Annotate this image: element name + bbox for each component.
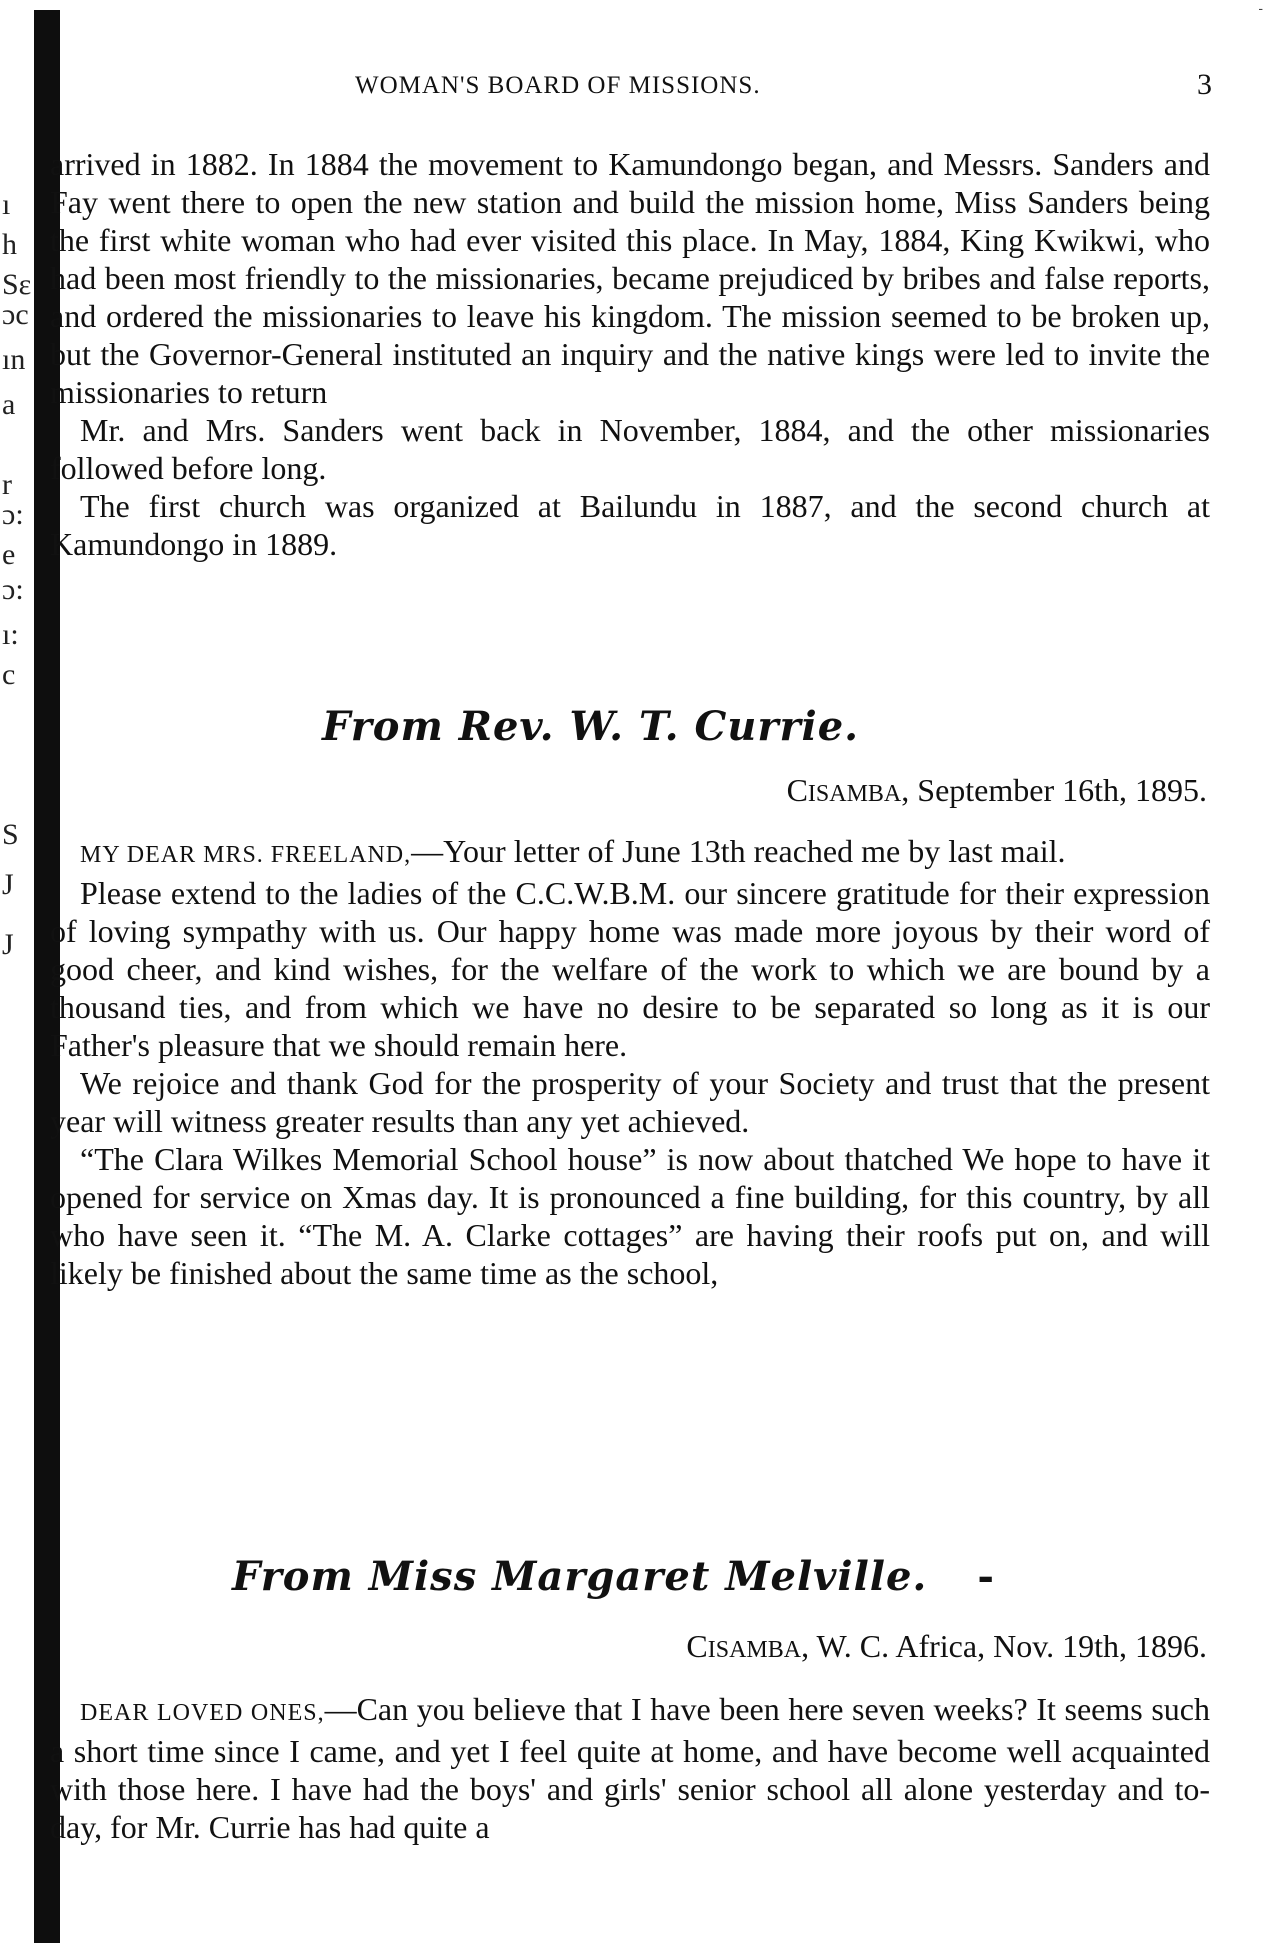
paragraph-text: —Can you believe that I have been here seven weeks? It seems such a short time since I came, and yet I feel quite at home, and have become well acquainted with those here. I have had the boys' and girls' senior school all alone yesterday and to-day, for Mr. Currie has had quite a [50, 1691, 1210, 1845]
paragraph: Please extend to the ladies of the C.C.W.B.M. our sincere gratitude for their expression of loving sympathy with us. Our happy home was made more joyous by their word of good cheer, and kind wishes, for the welfare of the work to which we are bound by a thousand ties, and from which we have no desire to be separated so long as it is our Father's pleasure that we should remain here. [50, 875, 1210, 1063]
letter-heading-currie: From Rev. W. T. Currie. [322, 703, 860, 750]
salutation: DEAR LOVED ONES, [80, 1700, 325, 1726]
corner-mark: - [1258, 0, 1263, 16]
gutter-fragment: r [2, 468, 12, 501]
page-number: 3 [1197, 68, 1212, 101]
gutter-fragment: ın [2, 343, 26, 376]
place-rest: ISAMBA [807, 781, 902, 807]
paragraph: arrived in 1882. In 1884 the movement to Kamundongo began, and Messrs. Sanders and Fay went there to open the new station and build the mission home, Miss Sanders being the first white woman who had ever visited this place. In May, 1884, King Kwikwi, who had been most friendly to the missionaries, became prejudiced by bribes and false reports, and ordered the missionaries to leave his kingdom. The mission seemed to be broken up, but the Governor-General instituted an inquiry and the native kings were led to invite the missionaries to return [50, 146, 1210, 410]
heading-text: From Miss Margaret Melville. [232, 1553, 928, 1600]
paragraph [50, 832, 1210, 874]
paragraph: Mr. and Mrs. Sanders went back in November, 1884, and the other missionaries followed before long. [50, 412, 1210, 486]
paragraph [50, 1690, 1210, 1846]
place-rest: ISAMBA [707, 1637, 802, 1663]
dateline-currie [787, 772, 1207, 809]
section-continuation [50, 145, 1210, 563]
salutation: MY DEAR MRS. FREELAND, [80, 842, 412, 868]
paragraph: The first church was organized at Bailundu in 1887, and the second church at Kamundongo in 1889. [50, 488, 1210, 562]
place-initial: C [786, 772, 808, 808]
gutter-fragment: ı: [2, 618, 19, 651]
gutter-fragment: Sε [2, 268, 32, 301]
gutter-fragment: ɔ: [2, 573, 24, 606]
gutter-fragment: ɔ: [2, 498, 24, 531]
heading-mark: - [977, 1553, 995, 1600]
paragraph: “The Clara Wilkes Memorial School house” is now about thatched We hope to have it opened for service on Xmas day. It is pronounced a fine building, for this country, by all who have seen it. “The M. A. Clarke cottages” are having their roofs put on, and will likely be finished about the same time as the school, [50, 1141, 1210, 1291]
gutter-fragment: a [2, 388, 16, 421]
dateline-date: , W. C. Africa, Nov. 19th, 1896. [801, 1628, 1207, 1664]
paragraph-text: —Your letter of June 13th reached me by last mail. [411, 833, 1066, 869]
gutter-fragment: S [2, 818, 19, 851]
gutter-fragment: J [2, 868, 14, 901]
gutter-fragment: c [2, 658, 16, 691]
letter-heading-melville [232, 1553, 995, 1600]
letter-body-melville [50, 1690, 1210, 1846]
place-initial: C [686, 1628, 708, 1664]
dateline-melville [686, 1628, 1207, 1665]
gutter-fragment: J [2, 928, 14, 961]
gutter-fragment: e [2, 538, 16, 571]
dateline-date: , September 16th, 1895. [901, 772, 1207, 808]
running-head: WOMAN'S BOARD OF MISSIONS. [355, 72, 761, 99]
gutter-fragment: ɔc [2, 298, 29, 331]
gutter-fragment: ı [2, 188, 11, 221]
letter-body-currie [50, 832, 1210, 1292]
paragraph: We rejoice and thank God for the prosperity of your Society and trust that the present year will witness greater results than any yet achieved. [50, 1065, 1210, 1139]
gutter-fragment: h [2, 228, 17, 261]
